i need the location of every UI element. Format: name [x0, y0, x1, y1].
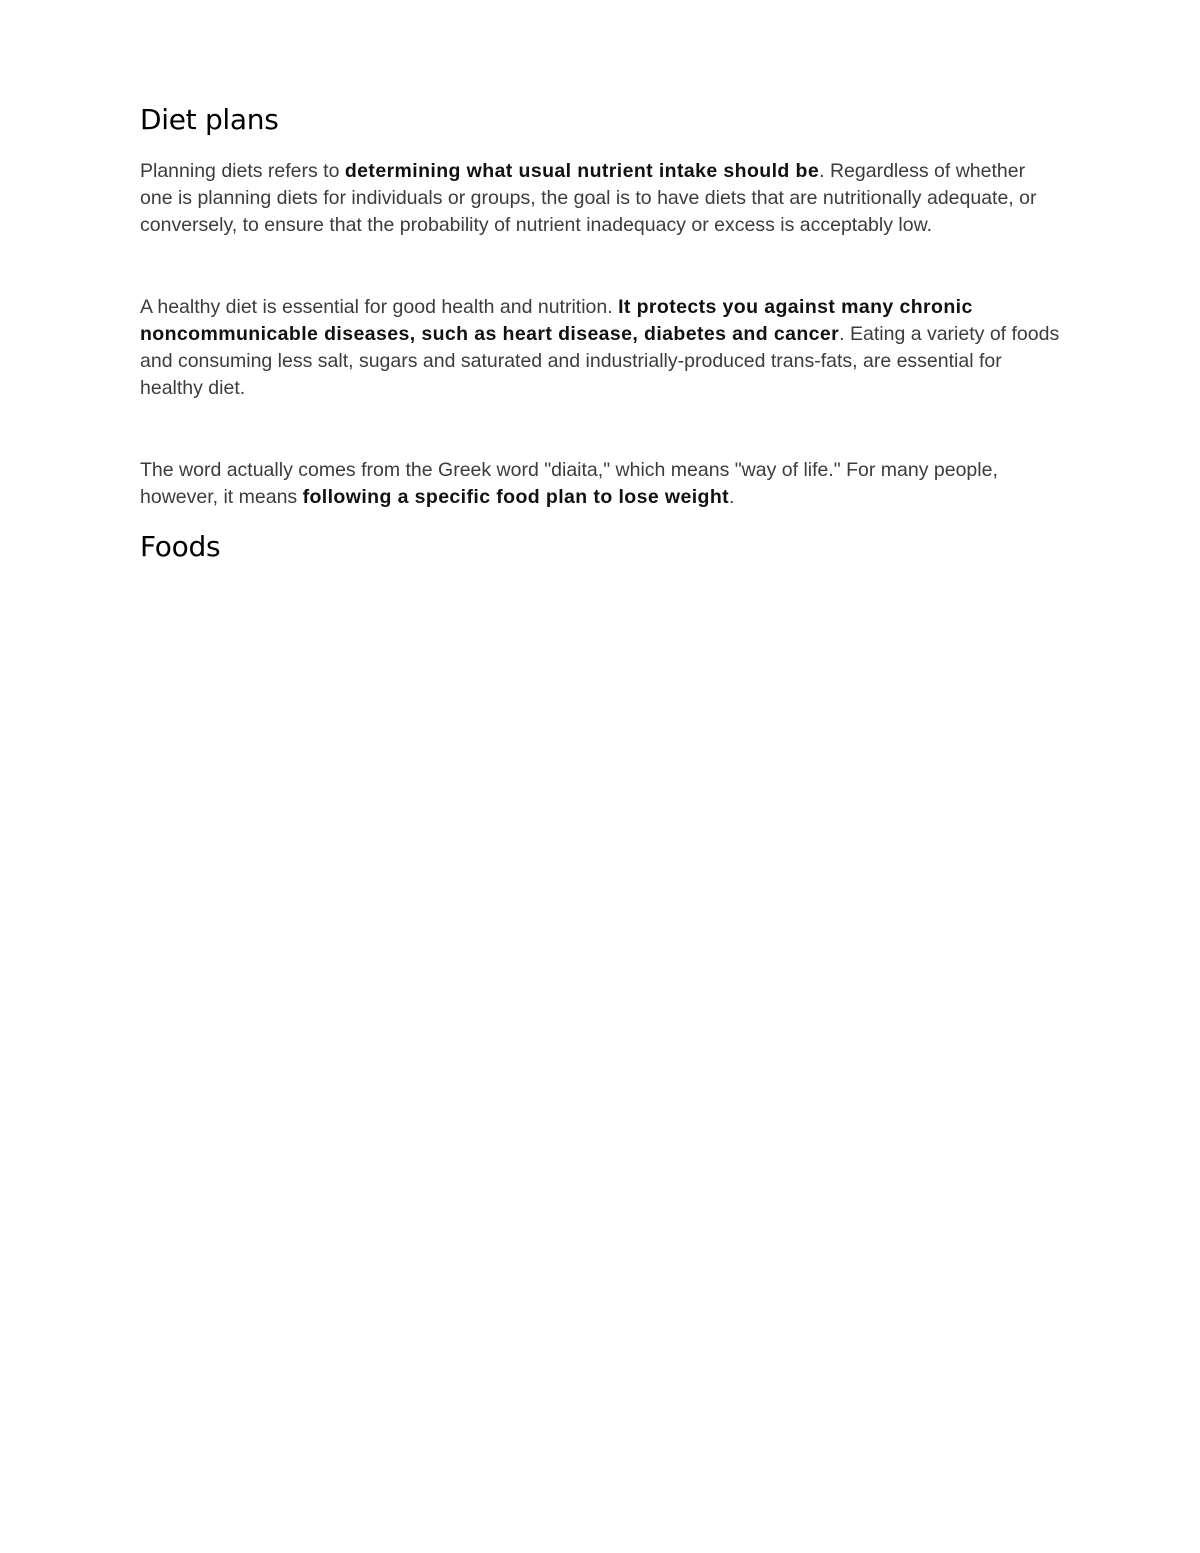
paragraph-text: . Eating a variety of foods and consuming less salt, sugars and saturated and industrially-produced trans-fats, are essential for healthy diet. — [140, 323, 1060, 399]
paragraph-bold-text: following a specific food plan to lose weight — [302, 486, 730, 508]
document-body — [140, 96, 1060, 571]
paragraph-spacer — [140, 239, 1060, 294]
paragraph-text: The word actually comes from the Greek word "diaita," which means "way of life." For many people, however, it means — [140, 459, 998, 508]
heading-foods: Foods — [140, 530, 221, 563]
paragraph-word-origin — [140, 457, 1060, 511]
paragraph-planning-diets — [140, 158, 1060, 239]
paragraph-text: . Regardless of whether one is planning diets for individuals or groups, the goal is to have diets that are nutritionally adequate, or conversely, to ensure that the probability of nutrient inadequacy or excess is acceptably low. — [140, 160, 1037, 236]
paragraph-text: . — [729, 486, 735, 508]
paragraph-text: Planning diets refers to — [140, 160, 345, 182]
heading-diet-plans: Diet plans — [140, 103, 279, 136]
paragraph-healthy-diet — [140, 294, 1060, 402]
paragraph-bold-text: determining what usual nutrient intake should be — [344, 160, 820, 182]
paragraph-bold-text: It protects you against many chronic noncommunicable diseases, such as heart disease, diabetes and cancer — [140, 296, 973, 345]
paragraph-spacer — [140, 402, 1060, 457]
paragraph-text: A healthy diet is essential for good health and nutrition. — [140, 296, 619, 318]
